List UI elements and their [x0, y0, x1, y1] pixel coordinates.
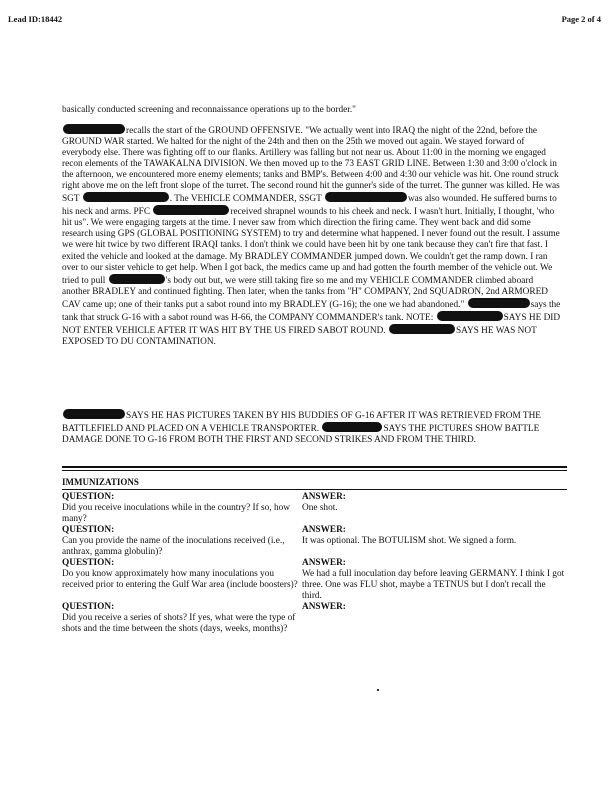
answer-label: ANSWER:	[302, 602, 346, 612]
redaction	[325, 192, 407, 202]
answer-label: ANSWER:	[302, 558, 346, 568]
lead-id: Lead ID:18442	[8, 14, 63, 24]
qa-row	[62, 525, 567, 558]
narrative-text: recalls the start of the GROUND OFFENSIVE. "We actually went into IRAQ the night of the 22nd, before the GROUND WAR started. We halted for the night of the 24th and then on the 25th we moved out again. We stayed forward of everybody else. There was fighting off to our flanks. Artillery was falling but not near us. About 11:00 in the morning we engaged recon elements of the TAWAKALNA DIVISION. We then moved up to the 73 EAST GRID LINE. Between 1:30 and 3:00 o'clock in the afternoon, we encountered more enemy elements; tanks and BMP's. Between 4:00 and 4:30 our vehicle was hit. One round struck right above me on the left front slope of the turret. The second round hit the gunner's side of the turret. The gunner was killed. He was SGT	[62, 126, 560, 205]
question-label: QUESTION:	[62, 525, 115, 535]
narrative-text: 's body out but, we were still taking fire so me and my VEHICLE COMMANDER climbed aboard another BRADLEY and continued fighting. Then later, when the tanks from "H" COMPANY, 2nd SQUADRON, 2nd ARMORED CAV came up; one of their tanks put a sabot round into my BRADLEY (G-16); the one we had abandoned."	[62, 275, 548, 310]
pictures-text: SAYS HE HAS PICTURES TAKEN BY HIS BUDDIES OF G-16 AFTER IT WAS RETRIEVED FROM THE BATTLEFIELD AND PLACED ON A VEHICLE TRANSPORTER.	[62, 411, 541, 435]
question-text: Do you know approximately how many inoculations you received prior to entering the Gulf War area (include boosters)?	[62, 569, 298, 590]
question-label: QUESTION:	[62, 602, 115, 612]
question-label: QUESTION:	[62, 492, 115, 502]
redaction	[437, 311, 503, 321]
redaction	[468, 298, 530, 308]
narrative-text: SAYS HE DID NOT ENTER VEHICLE AFTER IT WAS HIT BY THE US FIRED SABOT ROUND.	[62, 312, 561, 336]
question-label: QUESTION:	[62, 558, 115, 568]
redaction	[63, 409, 125, 419]
paragraph-pictures	[62, 409, 562, 446]
answer-text: One shot.	[302, 503, 338, 513]
section-divider	[62, 489, 567, 490]
scan-speck	[377, 689, 379, 691]
section-title: IMMUNIZATIONS	[62, 477, 139, 487]
redaction	[63, 124, 125, 134]
redaction	[389, 324, 455, 334]
answer-label: ANSWER:	[302, 525, 346, 535]
qa-row	[62, 602, 567, 635]
answer-text: We had a full inoculation day before leaving GERMANY. I think I got three. One was FLU shot, maybe a TETNUS but I don't recall the third.	[302, 569, 565, 601]
redaction	[83, 192, 169, 202]
divider-thin	[62, 470, 567, 471]
redaction	[322, 422, 382, 432]
paragraph-narrative	[62, 124, 562, 348]
question-text: Did you receive inoculations while in the country? If so, how many?	[62, 503, 290, 524]
qa-table	[62, 492, 567, 635]
answer-label: ANSWER:	[302, 492, 346, 502]
narrative-text: received shrapnel wounds to his cheek and neck. I wasn't hurt. Initially, I thought, 'who hit us". We were engaging targets at the time. I never saw from which direction the firing came. They went back and did some research using GPS (GLOBAL POSITIONING SYSTEM) to try and determine what happened. I never found out the result. I assume we were hit twice by two different IRAQI tanks. I don't think we could have been hit by one tank because they can't fire that fast. I exited the vehicle and looked at the damage. My BRADLEY COMMANDER jumped down. We couldn't get the ramp down. I ran over to our sister vehicle to get help. When I got back, the medics came up and had gotten the fourth member of the vehicle out. We tried to pull	[62, 207, 560, 286]
narrative-text: says the tank that struck G-16 with a sabot round was H-66, the COMPANY COMMANDER's tank. NOTE:	[62, 299, 561, 323]
redaction	[109, 274, 165, 284]
divider-thick	[62, 466, 567, 468]
narrative-text: . The VEHICLE COMMANDER, SSGT	[169, 194, 322, 205]
answer-text: It was optional. The BOTULISM shot. We signed a form.	[302, 536, 517, 546]
question-text: Did you receive a series of shots? If yes, what were the type of shots and the time between the shots (days, weeks, months)?	[62, 613, 296, 634]
narrative-text: SAYS HE WAS NOT EXPOSED TO DU CONTAMINATION.	[62, 325, 537, 347]
qa-row	[62, 492, 567, 525]
pictures-text: SAYS THE PICTURES SHOW BATTLE DAMAGE DONE TO G-16 FROM BOTH THE FIRST AND SECOND STRIKES AND FROM THE THIRD.	[62, 424, 540, 446]
question-text: Can you provide the name of the inoculations received (i.e., anthrax, gamma globulin)?	[62, 536, 285, 557]
redaction	[153, 205, 229, 215]
page-number: Page 2 of 4	[561, 14, 601, 24]
narrative-text: was also wounded. He suffered burns to his neck and arms. PFC	[62, 194, 557, 218]
paragraph-intro: basically conducted screening and reconnaissance operations up to the border."	[62, 105, 356, 115]
qa-row	[62, 558, 567, 602]
